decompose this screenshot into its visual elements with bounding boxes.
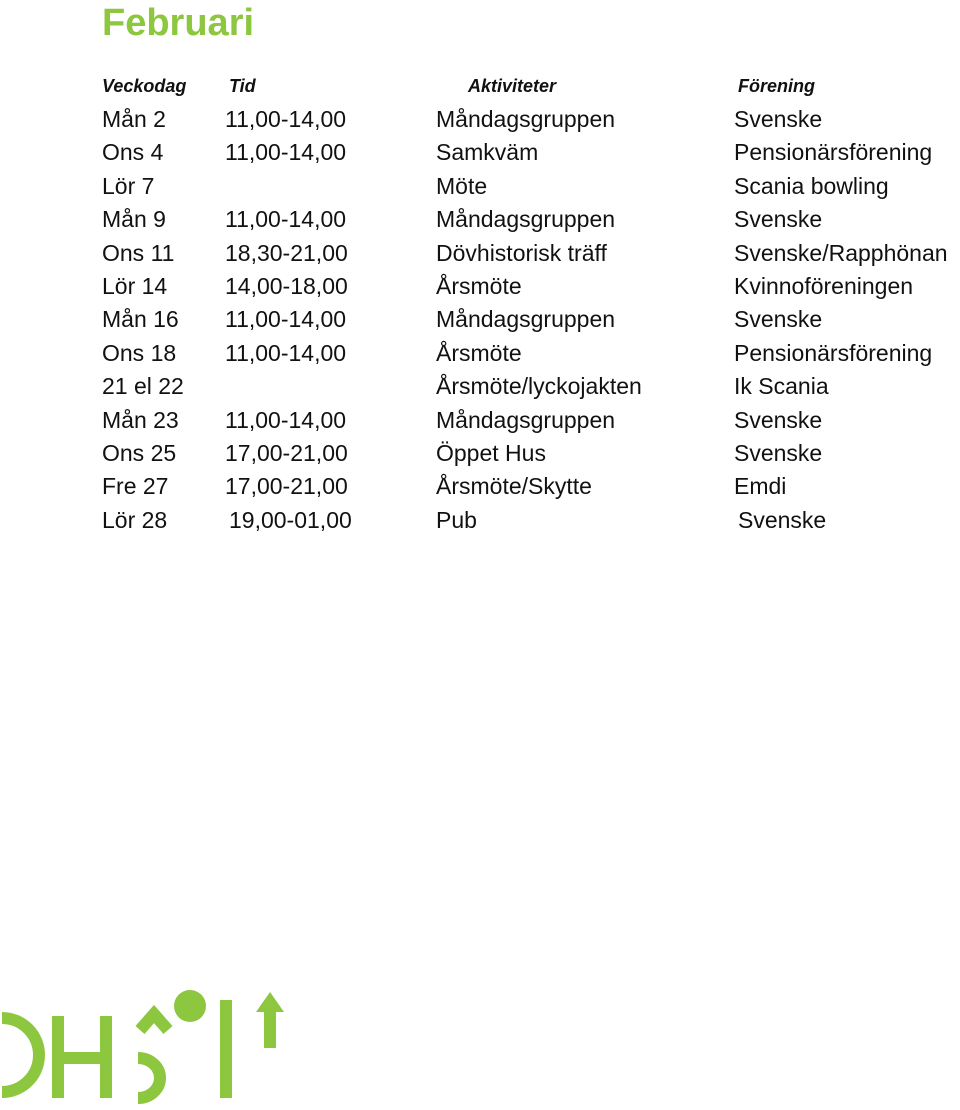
cell-day: Lör 28 xyxy=(102,506,168,533)
table-row xyxy=(0,504,960,537)
cell-activity: Årsmöte/Skytte xyxy=(436,473,592,500)
cell-association: Svenske xyxy=(734,439,823,466)
table-row xyxy=(0,270,960,303)
cell-time: 11,00-14,00 xyxy=(225,106,347,132)
cell-activity: Årsmöte xyxy=(436,339,522,366)
cell-day: Ons 18 xyxy=(102,339,177,366)
cell-day: 21 el 22 xyxy=(102,373,184,400)
cell-time: 18,30-21,00 xyxy=(225,239,348,266)
table-row xyxy=(0,237,960,270)
cell-association: Pensionärsförening xyxy=(734,139,933,166)
cell-activity: Samkväm xyxy=(436,139,539,166)
schedule-table xyxy=(0,103,960,537)
table-row xyxy=(0,203,960,236)
table-row xyxy=(0,170,960,203)
header-time: Tid xyxy=(229,76,256,96)
table-row xyxy=(0,470,960,503)
cell-day: Mån 16 xyxy=(102,306,179,333)
cell-day: Fre 27 xyxy=(102,473,169,500)
cell-activity: Måndagsgruppen xyxy=(436,206,616,233)
cell-activity: Måndagsgruppen xyxy=(436,106,616,132)
table-row xyxy=(0,303,960,336)
cell-association: Emdi xyxy=(734,473,787,500)
cell-association: Scania bowling xyxy=(734,172,889,199)
cell-day: Mån 9 xyxy=(102,206,166,233)
cell-association: Svenske/Rapphönan xyxy=(734,239,948,266)
cell-day: Mån 23 xyxy=(102,406,179,433)
cell-activity: Möte xyxy=(436,172,488,199)
cell-time: 14,00-18,00 xyxy=(225,272,348,299)
cell-time: 11,00-14,00 xyxy=(225,406,347,433)
cell-association: Svenske xyxy=(734,206,823,233)
table-row xyxy=(0,337,960,370)
green-logo-mark-icon xyxy=(0,988,300,1110)
page-title: Februari xyxy=(102,2,255,44)
cell-activity: Årsmöte xyxy=(436,272,522,299)
cell-association: Svenske xyxy=(738,506,827,533)
cell-time: 17,00-21,00 xyxy=(225,473,348,500)
cell-association: Kvinnoföreningen xyxy=(734,272,914,299)
cell-association: Svenske xyxy=(734,106,823,132)
header-weekday: Veckodag xyxy=(102,76,187,96)
cell-day: Ons 11 xyxy=(102,239,175,266)
cell-time: 11,00-14,00 xyxy=(225,206,347,233)
table-row xyxy=(0,404,960,437)
cell-day: Lör 7 xyxy=(102,172,155,199)
cell-time: 11,00-14,00 xyxy=(225,306,347,333)
cell-activity: Pub xyxy=(436,506,477,533)
cell-day: Ons 4 xyxy=(102,139,164,166)
table-row xyxy=(0,136,960,169)
cell-day: Ons 25 xyxy=(102,439,177,466)
cell-activity: Måndagsgruppen xyxy=(436,306,616,333)
cell-day: Mån 2 xyxy=(102,106,166,132)
table-row xyxy=(0,437,960,470)
header-association: Förening xyxy=(738,76,815,96)
cell-activity: Måndagsgruppen xyxy=(436,406,616,433)
table-row xyxy=(0,370,960,403)
cell-association: Ik Scania xyxy=(734,373,829,400)
cell-activity: Öppet Hus xyxy=(436,439,546,466)
cell-association: Svenske xyxy=(734,406,823,433)
cell-day: Lör 14 xyxy=(102,272,168,299)
cell-time: 19,00-01,00 xyxy=(229,506,352,533)
table-row xyxy=(0,103,960,136)
cell-activity: Dövhistorisk träff xyxy=(436,239,607,266)
cell-activity: Årsmöte/lyckojakten xyxy=(436,373,642,400)
cell-time: 17,00-21,00 xyxy=(225,439,348,466)
cell-time: 11,00-14,00 xyxy=(225,139,347,166)
header-activities: Aktiviteter xyxy=(468,76,557,96)
table-header xyxy=(0,76,960,102)
cell-time: 11,00-14,00 xyxy=(225,339,347,366)
cell-association: Pensionärsförening xyxy=(734,339,933,366)
cell-association: Svenske xyxy=(734,306,823,333)
